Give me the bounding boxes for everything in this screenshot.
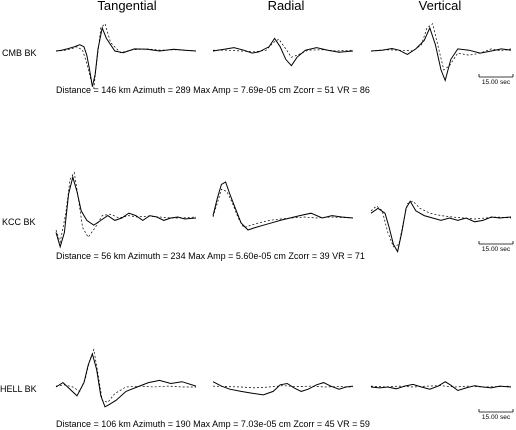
observed-trace-hell-tangential — [56, 354, 196, 407]
station-info-kcc: Distance = 56 km Azimuth = 234 Max Amp = 5.60e-05 cm Zcorr = 39 VR = 71 — [56, 251, 365, 261]
synthetic-trace-cmb-vertical — [371, 24, 511, 70]
time-scale-bar-kcc — [479, 241, 513, 253]
synthetic-trace-cmb-tangential — [56, 24, 196, 89]
observed-trace-cmb-radial — [213, 38, 353, 65]
scale-bar-label: 15.00 sec — [481, 79, 511, 86]
observed-trace-hell-vertical — [371, 382, 511, 391]
observed-trace-hell-radial — [213, 382, 353, 395]
time-scale-bar-cmb — [479, 74, 513, 86]
station-label-hell: HELL BK — [0, 384, 37, 394]
station-info-cmb: Distance = 146 km Azimuth = 289 Max Amp = 7.69e-05 cm Zcorr = 51 VR = 86 — [56, 85, 370, 95]
observed-trace-cmb-tangential — [56, 28, 196, 87]
column-header-tangential: Tangential — [97, 0, 157, 13]
station-label-cmb: CMB BK — [2, 48, 37, 58]
observed-trace-kcc-radial — [213, 182, 353, 230]
waveform-traces — [56, 24, 511, 407]
station-row-cmb — [2, 48, 513, 95]
station-row-hell — [0, 384, 513, 429]
synthetic-trace-cmb-radial — [213, 39, 353, 57]
scale-bar-label: 15.00 sec — [481, 246, 511, 253]
scale-bar-label: 15.00 sec — [481, 414, 511, 421]
synthetic-trace-hell-tangential — [56, 350, 196, 403]
time-scale-bar-hell — [479, 409, 513, 421]
observed-trace-cmb-vertical — [371, 28, 511, 81]
station-info-hell: Distance = 106 km Azimuth = 190 Max Amp = 7.03e-05 cm Zcorr = 45 VR = 59 — [56, 419, 370, 429]
station-label-kcc: KCC BK — [2, 217, 36, 227]
column-headers — [97, 0, 461, 13]
column-header-vertical: Vertical — [418, 0, 462, 13]
observed-trace-kcc-tangential — [56, 177, 196, 247]
column-header-radial: Radial — [267, 0, 305, 13]
synthetic-trace-kcc-radial — [213, 189, 353, 227]
synthetic-trace-kcc-tangential — [56, 172, 196, 242]
synthetic-trace-hell-vertical — [371, 386, 511, 387]
